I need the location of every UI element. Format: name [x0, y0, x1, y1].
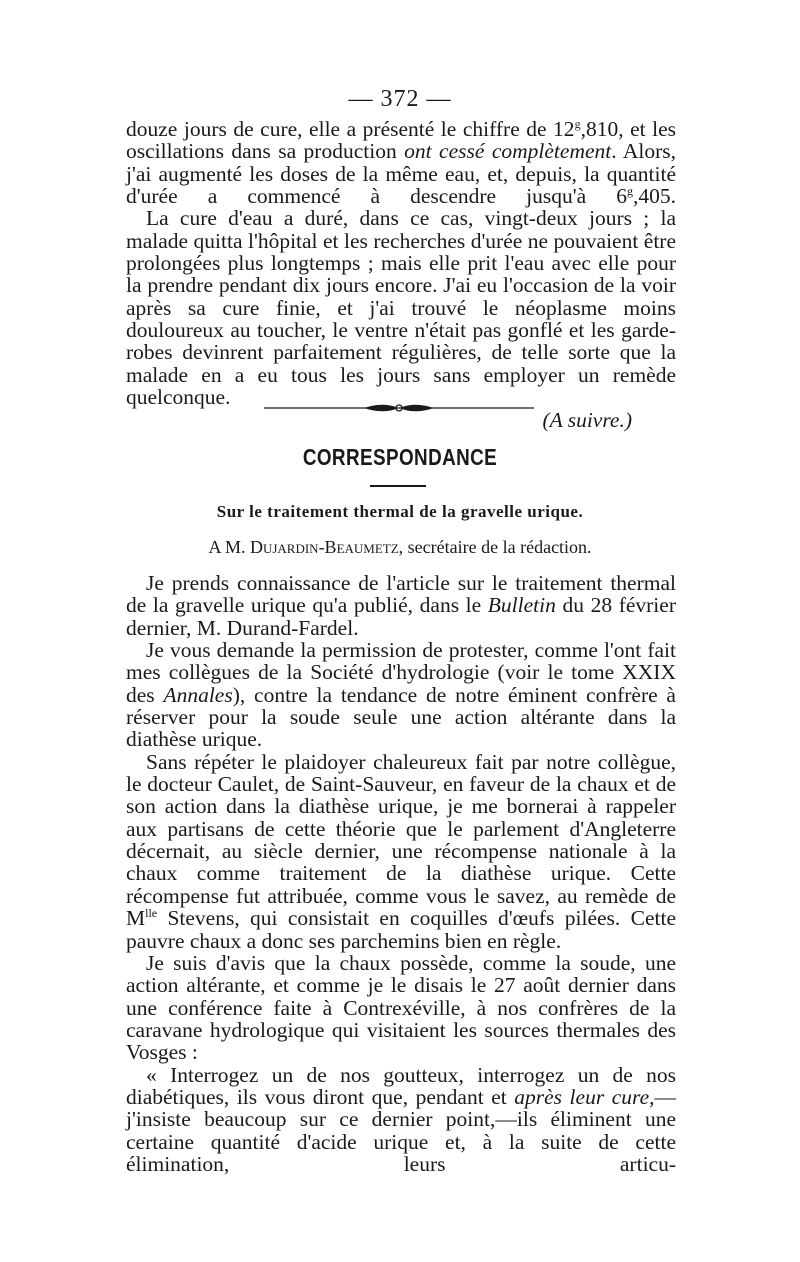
heading-divider	[370, 485, 426, 487]
ornament-rule-icon	[264, 400, 534, 416]
a-suivre-text: (A suivre.)	[542, 408, 632, 433]
paragraph	[126, 952, 676, 1064]
letter-address	[0, 537, 800, 558]
text-run: « Interrogez un de nos goutteux, interrogez un de nos diabétiques, ils vous diront que, pendant et	[126, 1062, 676, 1109]
letter-title: Sur le traitement thermal de la gravelle urique.	[216, 502, 584, 521]
section-heading: CORRESPONDANCE	[302, 444, 498, 470]
superscript: g	[627, 184, 633, 199]
address-suffix: , secrétaire de la rédaction.	[398, 537, 592, 557]
text-run: ,—j'insiste beaucoup sur ce dernier point,—ils éliminent une certaine quantité d'acide urique et, à la suite de cette élimination, leurs articu-	[126, 1084, 676, 1176]
text-run: Je vous demande la permission de protester, comme l'ont fait mes collègues de la Société d'hydrologie (voir le tome XXIX des	[126, 638, 676, 707]
paragraph	[126, 751, 676, 952]
paragraph	[126, 572, 676, 639]
paragraph	[126, 1064, 676, 1176]
italic-text: après leur cure	[514, 1084, 650, 1109]
address-prefix: A M.	[208, 537, 246, 557]
address-name: Dujardin-Beaumetz	[249, 537, 399, 557]
text-run: ,810, et les oscillations dans sa production	[126, 117, 676, 164]
italic-text: Annales	[163, 682, 233, 707]
paragraph	[126, 639, 676, 751]
text-run: ,405.	[633, 184, 676, 209]
paragraph	[126, 207, 676, 408]
text-run: Je prends connaissance de l'article sur le traitement thermal de la gravelle urique qu'a publié, dans le	[126, 571, 676, 618]
top-text-block	[126, 118, 676, 432]
superscript: g	[574, 117, 581, 131]
text-run: . Alors, j'ai augmenté les doses de la même eau, et, depuis, la quantité d'urée a commencé à descendre jusqu'à 6	[126, 139, 677, 209]
text-run: Stevens, qui consistait en coquilles d'œufs pilées. Cette pauvre chaux a donc ses parchemins bien en règle.	[126, 906, 676, 953]
paragraph	[126, 118, 676, 207]
italic-text: ont cessé complètement	[404, 139, 612, 164]
italic-text: Bulletin	[487, 593, 556, 618]
text-run: Je suis d'avis que la chaux possède, comme la soude, une action altérante, et comme je le disais le 27 août dernier dans une conférence faite à Contrexéville, à nos confrères de la caravane hydrologique qui visitaient les sources thermales des Vosges :	[126, 950, 676, 1065]
page-number: — 372 —	[348, 86, 452, 112]
text-run: douze jours de cure, elle a présenté le chiffre de 12	[126, 117, 575, 141]
text-run: du 28 février dernier, M. Durand-Fardel.	[126, 593, 676, 640]
text-run: ), contre la tendance de notre éminent confrère à réserver pour la soude seule une action altérante dans la diathèse urique.	[126, 682, 676, 752]
letter-text-block	[126, 572, 676, 1175]
superscript: lle	[145, 906, 158, 921]
text-run: La cure d'eau a duré, dans ce cas, vingt-deux jours ; la malade quitta l'hôpital et les recherches d'urée ne pouvaient être prolongées plus longtemps ; mais elle prit l'eau avec elle pour la prendre pendant dix jours encore. J'ai eu l'occasion de la voir après sa cure finie, et j'ai trouvé le néoplasme moins douloureux au toucher, le ventre n'était pas gonflé et les garde-robes devinrent parfaitement régulières, de telle sorte que la malade en a eu tous les jours sans employer un remède quelconque.	[126, 206, 676, 410]
ornamental-rule	[264, 400, 534, 416]
text-run: Sans répéter le plaidoyer chaleureux fait par notre collègue, le docteur Caulet, de Saint-Sauveur, en faveur de la chaux et de son action dans la diathèse urique, je me bornerai à rappeler aux partisans de cette théorie que le parlement d'Angleterre décernait, au siècle dernier, une récompense nationale à la chaux comme traitement de la diathèse urique. Cette récompense fut attribuée, comme vous le savez, au remède de M	[126, 749, 676, 931]
